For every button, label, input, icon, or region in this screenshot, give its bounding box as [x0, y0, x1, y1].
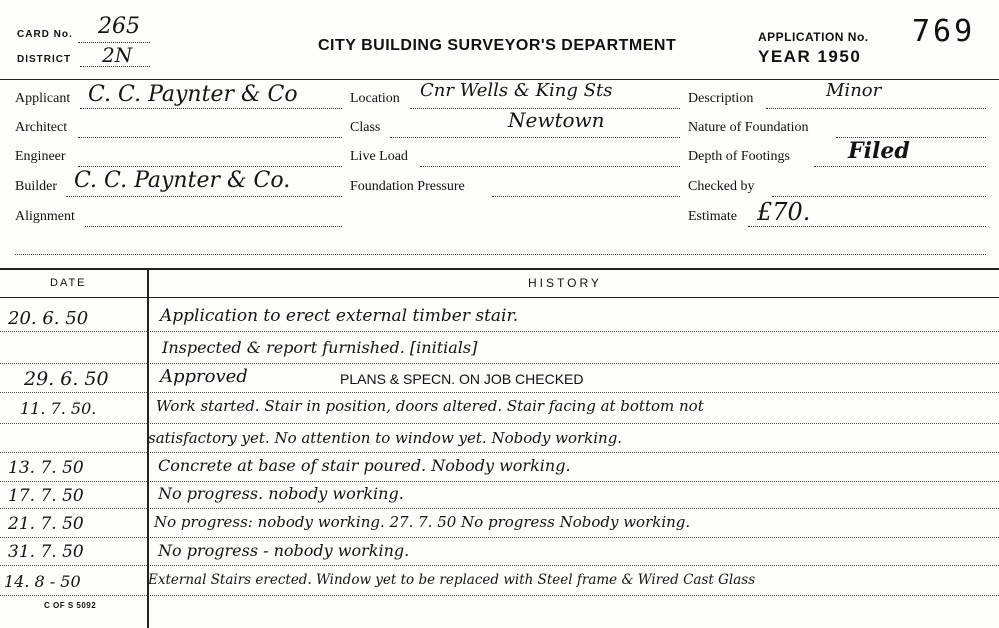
row-line [0, 363, 999, 364]
engineer-label: Engineer [15, 149, 66, 164]
description-label: Description [688, 91, 754, 106]
class-value: Newtown [508, 108, 605, 132]
foundation-pressure-line [492, 196, 680, 197]
description-value: Minor [826, 80, 882, 101]
form-code: C OF S 5092 [44, 601, 97, 610]
description-line [766, 108, 986, 109]
date-header: DATE [50, 277, 87, 289]
history-date: 17. 7. 50 [8, 486, 84, 506]
history-entry: No progress - nobody working. [158, 541, 410, 560]
history-entry: No progress: nobody working. 27. 7. 50 No progress Nobody working. [154, 513, 691, 531]
row-line [0, 392, 999, 393]
history-entry: Inspected & report furnished. [initials] [162, 338, 478, 357]
alignment-line [85, 226, 342, 227]
applicant-value: C. C. Paynter & Co [88, 82, 298, 107]
checked-label: Checked by [688, 179, 755, 194]
class-label: Class [350, 120, 381, 135]
builder-value: C. C. Paynter & Co. [74, 168, 291, 193]
location-value: Cnr Wells & King Sts [420, 80, 613, 101]
history-date: 14. 8 - 50 [4, 572, 81, 591]
fields-bottom-line [15, 254, 986, 255]
live-load-label: Live Load [350, 149, 408, 164]
history-header: HISTORY [528, 276, 602, 290]
history-date: 13. 7. 50 [8, 458, 84, 478]
builder-line [66, 196, 342, 197]
card-no-label: CARD No. [17, 29, 73, 40]
history-entry: Approved [160, 366, 248, 387]
depth-label: Depth of Footings [688, 149, 790, 164]
application-label: APPLICATION No. [758, 30, 869, 44]
row-line [0, 423, 999, 424]
table-top-rule [0, 268, 999, 270]
engineer-line [78, 166, 342, 167]
history-date: 20. 6. 50 [8, 308, 89, 329]
applicant-label: Applicant [15, 91, 71, 106]
row-line [0, 508, 999, 509]
history-entry: No progress. nobody working. [158, 484, 404, 503]
row-line [0, 565, 999, 566]
foundation-pressure-label: Foundation Pressure [350, 179, 465, 194]
history-entry: External Stairs erected. Window yet to be replaced with Steel frame & Wired Cast Glass [148, 572, 756, 588]
history-date: 29. 6. 50 [24, 368, 109, 390]
alignment-label: Alignment [15, 209, 75, 224]
row-line [0, 595, 999, 596]
card-title: CITY BUILDING SURVEYOR'S DEPARTMENT [318, 37, 677, 54]
history-entry: Concrete at base of stair poured. Nobody working. [158, 456, 571, 475]
builder-label: Builder [15, 179, 57, 194]
checked-line [772, 196, 986, 197]
history-entry: Work started. Stair in position, doors altered. Stair facing at bottom not [156, 397, 704, 415]
live-load-line [420, 166, 680, 167]
history-date: 11. 7. 50. [20, 399, 97, 418]
district-value: 2N [102, 43, 133, 67]
application-number: 769 [912, 14, 976, 49]
approved-stamp: PLANS & SPECN. ON JOB CHECKED [340, 371, 584, 387]
history-entry: Application to erect external timber stair. [160, 306, 519, 326]
card-no-value: 265 [98, 14, 140, 39]
row-line [0, 481, 999, 482]
history-date: 31. 7. 50 [8, 542, 84, 562]
estimate-label: Estimate [688, 209, 737, 224]
table-header-rule [0, 297, 999, 298]
nature-label: Nature of Foundation [688, 120, 809, 135]
depth-line [814, 166, 986, 167]
history-entry: satisfactory yet. No attention to window yet. Nobody working. [148, 429, 623, 447]
estimate-line [748, 226, 986, 227]
estimate-value: £70. [757, 198, 811, 226]
row-line [0, 537, 999, 538]
year-label: YEAR 1950 [758, 47, 862, 66]
location-label: Location [350, 91, 400, 106]
row-line [0, 452, 999, 453]
history-date: 21. 7. 50 [8, 514, 84, 534]
district-label: DISTRICT [17, 54, 72, 65]
row-line [0, 331, 999, 332]
architect-label: Architect [15, 120, 68, 135]
applicant-line [80, 108, 342, 109]
class-line [390, 137, 680, 138]
architect-line [78, 137, 342, 138]
depth-value: Filed [848, 138, 910, 164]
